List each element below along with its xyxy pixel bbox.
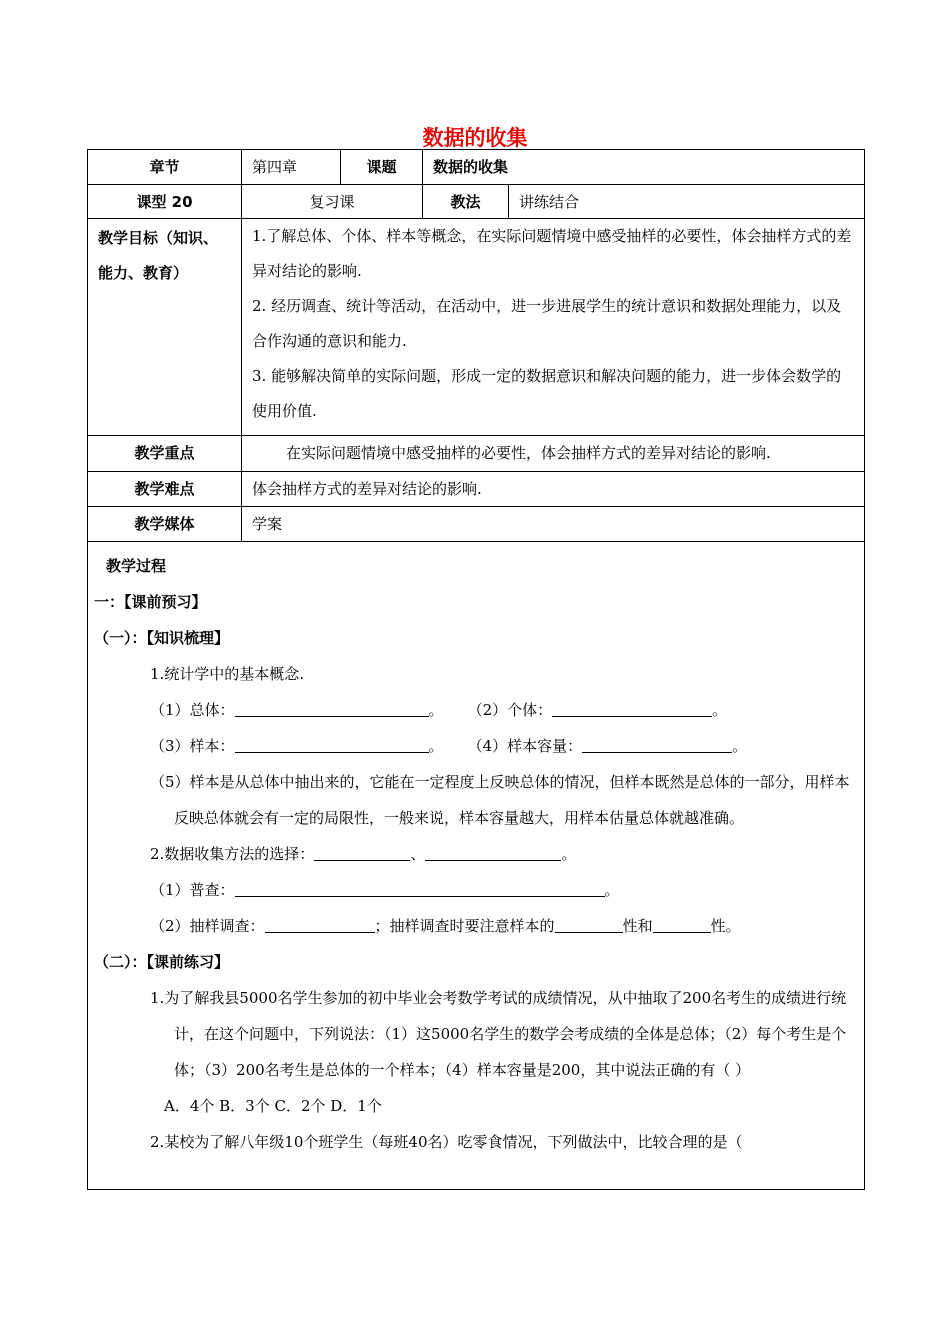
period: 。 — [561, 845, 577, 863]
topic-value: 数据的收集 — [423, 150, 865, 185]
key-point-value: 在实际问题情境中感受抽样的必要性，体会抽样方式的差异对结论的影响. — [242, 436, 865, 472]
objective-item: 2. 经历调查、统计等活动，在活动中，进一步进展学生的统计意识和数据处理能力，以及合作沟通的意识和能力. — [252, 297, 842, 350]
section-practice: （二）：【课前练习】 — [94, 953, 230, 971]
period: 。 — [604, 881, 620, 899]
property-end: 性。 — [710, 917, 741, 935]
method-blank-1 — [314, 845, 410, 861]
concept-note — [88, 764, 864, 836]
media-label: 教学媒体 — [88, 507, 242, 542]
census-label: （1）普查： — [150, 881, 235, 899]
individual-blank — [552, 701, 712, 717]
sampling-row — [88, 908, 864, 944]
collection-method-row — [88, 836, 864, 872]
period: 。 — [428, 701, 444, 719]
objective-item: 1.了解总体、个体、样本等概念，在实际问题情境中感受抽样的必要性，体会抽样方式的差异对结论的影响. — [252, 227, 852, 280]
census-row — [88, 872, 864, 908]
difficulty-label: 教学难点 — [88, 472, 242, 507]
process-heading: 教学过程 — [106, 557, 167, 575]
objectives-content — [242, 219, 865, 436]
objectives-label: 教学目标（知识、能力、教育） — [88, 219, 242, 436]
sampling-label: （2）抽样调查： — [150, 917, 265, 935]
sample-size-label: （4）样本容量： — [467, 737, 583, 755]
question-1 — [88, 980, 864, 1088]
concept-row-2 — [88, 728, 864, 764]
concept-row-1 — [88, 692, 864, 728]
method-blank-2 — [425, 845, 561, 861]
key-point-label: 教学重点 — [88, 436, 242, 472]
population-label: （1）总体： — [150, 701, 235, 719]
sampling-blank — [265, 917, 375, 933]
individual-label: （2）个体： — [467, 701, 553, 719]
knowledge-item-1: 1.统计学中的基本概念. — [150, 665, 305, 683]
method-value: 讲练结合 — [509, 185, 865, 219]
chapter-label: 章节 — [88, 150, 242, 185]
period: 。 — [428, 737, 444, 755]
sample-size-blank — [582, 737, 732, 753]
question-1-text: 1.为了解我县5000名学生参加的初中毕业会考数学考试的成绩情况，从中抽取了200名考生的成绩进行统计，在这个问题中，下列说法：（1）这5000名学生的数学会考成绩的全体是总体；（2）每个考生是个体；（3）200名考生是总体的一个样本；（4）样本容量是200，其中说法正确的有（ ） — [150, 989, 847, 1079]
sample-blank — [235, 737, 429, 753]
population-blank — [235, 701, 429, 717]
separator: 、 — [410, 845, 426, 863]
topic-label: 课题 — [341, 150, 423, 185]
page-title: 数据的收集 — [422, 126, 528, 150]
section-preview: 一：【课前预习】 — [94, 593, 207, 611]
difficulty-value: 体会抽样方式的差异对结论的影响. — [242, 472, 865, 507]
concept-note-text: （5）样本是从总体中抽出来的，它能在一定程度上反映总体的情况，但样本既然是总体的一部分，用样本反映总体就会有一定的局限性，一般来说，样本容量越大，用样本估量总体就越准确。 — [150, 773, 850, 827]
section-knowledge: （一）：【知识梳理】 — [94, 629, 230, 647]
property-blank-2 — [653, 917, 711, 933]
sample-label: （3）样本： — [150, 737, 235, 755]
teaching-process — [88, 542, 865, 1190]
period: 。 — [712, 701, 728, 719]
lesson-type-label: 课型 20 — [88, 185, 242, 219]
collection-method-label: 2.数据收集方法的选择： — [150, 845, 315, 863]
census-blank — [235, 881, 605, 897]
chapter-value: 第四章 — [242, 150, 341, 185]
method-label: 教法 — [423, 185, 509, 219]
sampling-note: ；抽样调查时要注意样本的 — [374, 917, 555, 935]
objective-item: 3. 能够解决简单的实际问题，形成一定的数据意识和解决问题的能力，进一步体会数学的使用价值. — [252, 367, 842, 420]
period: 。 — [732, 737, 748, 755]
property-blank-1 — [555, 917, 623, 933]
question-1-options: A．4个 B．3个 C．2个 D．1个 — [164, 1097, 382, 1115]
media-value: 学案 — [242, 507, 865, 542]
lesson-type-value: 复习课 — [242, 185, 423, 219]
question-2: 2.某校为了解八年级10个班学生（每班40名）吃零食情况，下列做法中，比较合理的是（ — [150, 1133, 743, 1151]
lesson-plan-table — [87, 149, 865, 1190]
property-and: 性和 — [622, 917, 653, 935]
